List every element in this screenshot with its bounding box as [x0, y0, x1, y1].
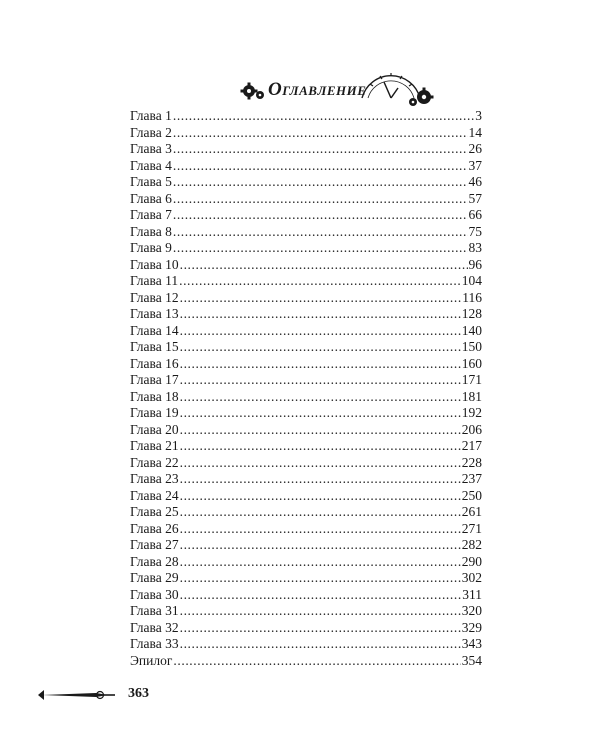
toc-entry-label: Глава 16: [130, 355, 179, 371]
toc-entry-page: 192: [461, 405, 482, 420]
toc-leader-dots: [180, 537, 461, 554]
toc-entry-page: 290: [461, 553, 482, 569]
toc-leader-dots: [180, 257, 468, 274]
toc-entry[interactable]: [130, 323, 482, 340]
toc-entry-page: 171: [461, 372, 482, 387]
toc-leader-dots: [173, 108, 474, 125]
toc-entry[interactable]: [130, 141, 482, 158]
toc-entry-page: 140: [461, 322, 482, 338]
toc-entry-page: 14: [468, 124, 482, 140]
toc-entry-label: Глава 12: [130, 289, 179, 305]
toc-leader-dots: [180, 587, 462, 604]
toc-entry-page: 46: [468, 174, 482, 189]
toc-leader-dots: [180, 504, 461, 521]
toc-entry-page: 343: [461, 636, 482, 651]
toc-entry[interactable]: [130, 339, 482, 356]
toc-entry[interactable]: [130, 521, 482, 538]
toc-leader-dots: [180, 554, 461, 571]
toc-title: Оглавление: [268, 79, 367, 100]
toc-entry-page: 329: [461, 619, 482, 635]
toc-entry[interactable]: [130, 422, 482, 439]
toc-entry-page: 302: [461, 570, 482, 585]
toc-entry-label: Глава 17: [130, 372, 179, 387]
toc-entry-label: Глава 14: [130, 322, 179, 338]
toc-entry[interactable]: [130, 455, 482, 472]
toc-entry-label: Глава 10: [130, 256, 179, 272]
toc-entry[interactable]: [130, 273, 482, 290]
toc-leader-dots: [180, 636, 461, 653]
toc-entry-page: 206: [461, 421, 482, 437]
toc-entry[interactable]: [130, 108, 482, 125]
toc-entry[interactable]: [130, 554, 482, 571]
toc-leader-dots: [173, 158, 468, 175]
toc-entry-page: 83: [468, 240, 482, 255]
toc-entry[interactable]: [130, 438, 482, 455]
toc-entry-label: Эпилог: [130, 652, 173, 668]
toc-entry-page: 250: [461, 487, 482, 503]
toc-entry-page: 66: [468, 207, 482, 222]
toc-leader-dots: [180, 389, 461, 406]
toc-leader-dots: [173, 125, 468, 142]
toc-entry[interactable]: [130, 372, 482, 389]
toc-entry[interactable]: [130, 587, 482, 604]
toc-entry-label: Глава 20: [130, 421, 179, 437]
toc-entry-page: 271: [461, 520, 482, 536]
toc-entry-label: Глава 19: [130, 405, 179, 420]
toc-entry[interactable]: [130, 570, 482, 587]
toc-entry[interactable]: [130, 488, 482, 505]
toc-entry[interactable]: [130, 537, 482, 554]
toc-entry[interactable]: [130, 191, 482, 208]
toc-leader-dots: [173, 224, 468, 241]
toc-entry-label: Глава 29: [130, 570, 179, 585]
toc-entry-page: 261: [461, 504, 482, 519]
toc-header: [240, 66, 436, 108]
toc-entry[interactable]: [130, 306, 482, 323]
toc-entry-page: 75: [468, 223, 482, 239]
toc-entry-label: Глава 15: [130, 339, 179, 354]
toc-leader-dots: [180, 372, 461, 389]
toc-entry[interactable]: [130, 471, 482, 488]
toc-entry-page: 116: [462, 289, 482, 305]
toc-entry-page: 217: [461, 438, 482, 453]
toc-leader-dots: [179, 273, 461, 290]
toc-entry-page: 237: [461, 471, 482, 486]
toc-entry-label: Глава 28: [130, 553, 179, 569]
toc-leader-dots: [180, 422, 461, 439]
toc-entry-label: Глава 4: [130, 157, 172, 173]
toc-entry-label: Глава 23: [130, 471, 179, 486]
toc-entry-page: 160: [461, 355, 482, 371]
toc-entry-page: 150: [461, 339, 482, 354]
toc-entry-label: Глава 3: [130, 141, 172, 156]
toc-entry-page: 228: [461, 454, 482, 470]
toc-entry-label: Глава 21: [130, 438, 179, 453]
toc-entry[interactable]: [130, 405, 482, 422]
toc-leader-dots: [173, 207, 468, 224]
toc-entry-page: 26: [468, 141, 482, 156]
toc-entry[interactable]: [130, 290, 482, 307]
toc-entry-label: Глава 1: [130, 108, 172, 123]
toc-entry-page: 354: [461, 652, 482, 668]
toc-entry-label: Глава 25: [130, 504, 179, 519]
toc-entry-page: 181: [461, 388, 482, 404]
toc-leader-dots: [180, 438, 461, 455]
toc-entry-label: Глава 8: [130, 223, 172, 239]
toc-entry-page: 96: [468, 256, 482, 272]
toc-leader-dots: [180, 570, 461, 587]
toc-leader-dots: [173, 653, 460, 670]
toc-entry[interactable]: [130, 207, 482, 224]
toc-entry[interactable]: [130, 174, 482, 191]
toc-entry[interactable]: [130, 240, 482, 257]
toc-entry-page: 320: [461, 603, 482, 618]
toc-entry-label: Глава 31: [130, 603, 179, 618]
toc-leader-dots: [180, 471, 461, 488]
toc-entry-label: Глава 2: [130, 124, 172, 140]
clock-icon: [358, 66, 436, 108]
toc-leader-dots: [180, 521, 461, 538]
toc-entry-label: Глава 18: [130, 388, 179, 404]
toc-entry[interactable]: [130, 257, 482, 274]
toc-entry[interactable]: [130, 389, 482, 406]
toc-entry-label: Глава 5: [130, 174, 172, 189]
toc-leader-dots: [180, 306, 461, 323]
toc-leader-dots: [180, 620, 461, 637]
toc-entry[interactable]: [130, 125, 482, 142]
toc-entry[interactable]: [130, 653, 482, 670]
toc-leader-dots: [173, 141, 468, 158]
toc-entry-label: Глава 9: [130, 240, 172, 255]
toc-entry[interactable]: [130, 224, 482, 241]
toc-entry-label: Глава 6: [130, 190, 172, 206]
toc-entry-label: Глава 22: [130, 454, 179, 470]
toc-leader-dots: [180, 405, 461, 422]
toc-leader-dots: [173, 240, 468, 257]
toc-leader-dots: [173, 191, 468, 208]
toc-entry-label: Глава 27: [130, 537, 179, 552]
toc-entry-label: Глава 24: [130, 487, 179, 503]
toc-entry-page: 104: [461, 273, 482, 288]
toc-leader-dots: [180, 356, 461, 373]
toc-entry[interactable]: [130, 636, 482, 653]
toc-leader-dots: [180, 339, 461, 356]
toc-entry-page: 37: [468, 157, 482, 173]
toc-entry-page: 3: [475, 108, 482, 123]
clock-hand-icon: [36, 688, 116, 702]
toc-entry-label: Глава 26: [130, 520, 179, 536]
toc-entry-page: 57: [468, 190, 482, 206]
toc-leader-dots: [173, 174, 468, 191]
toc-entry[interactable]: [130, 356, 482, 373]
toc-entry-label: Глава 30: [130, 586, 179, 602]
page-number: 363: [128, 686, 149, 701]
toc-entry[interactable]: [130, 603, 482, 620]
toc-entry-page: 311: [462, 586, 482, 602]
toc-leader-dots: [180, 323, 461, 340]
toc-entry-label: Глава 11: [130, 273, 179, 288]
page-footer: [36, 686, 176, 706]
toc-entry-page: 282: [461, 537, 482, 552]
toc-entry-label: Глава 13: [130, 306, 179, 321]
toc-leader-dots: [180, 455, 461, 472]
toc-entry-label: Глава 7: [130, 207, 172, 222]
toc-entry-label: Глава 33: [130, 636, 179, 651]
table-of-contents: [130, 108, 482, 669]
toc-entry[interactable]: [130, 158, 482, 175]
gear-icon: [240, 78, 266, 104]
toc-leader-dots: [180, 603, 461, 620]
toc-entry[interactable]: [130, 620, 482, 637]
toc-leader-dots: [180, 290, 462, 307]
toc-entry[interactable]: [130, 504, 482, 521]
toc-entry-page: 128: [461, 306, 482, 321]
toc-entry-label: Глава 32: [130, 619, 179, 635]
toc-leader-dots: [180, 488, 461, 505]
